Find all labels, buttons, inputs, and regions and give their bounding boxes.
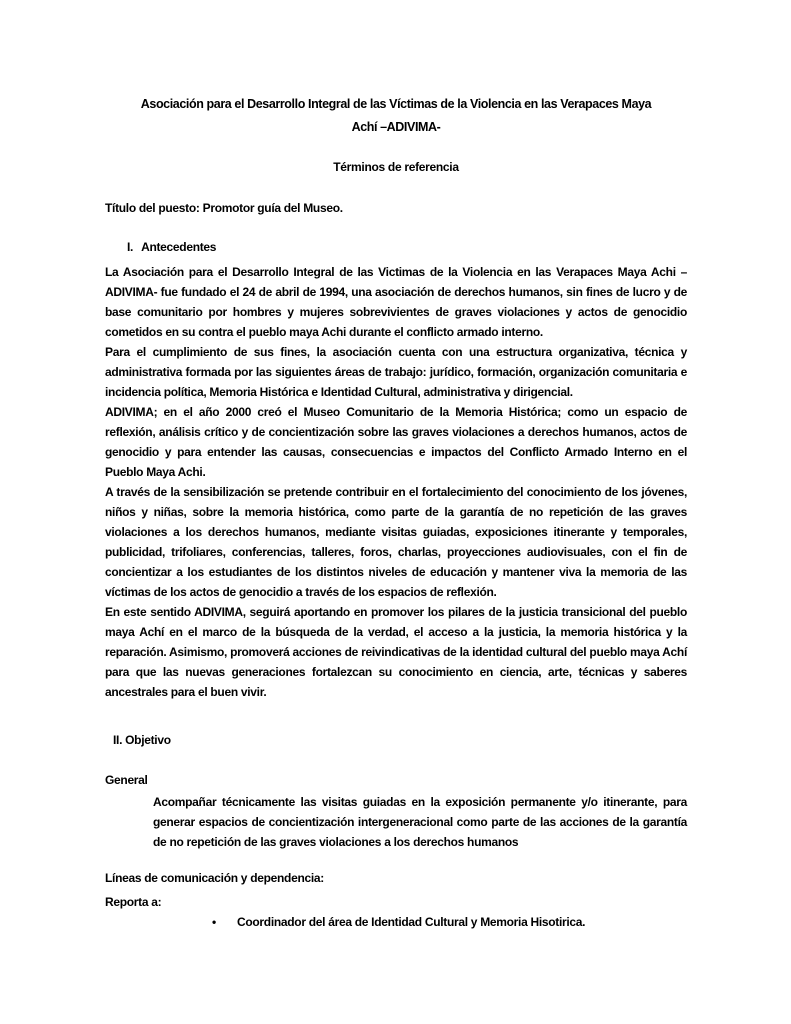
general-label: General bbox=[105, 773, 148, 787]
document-content bbox=[105, 0, 687, 932]
reports-to-label: Reporta a: bbox=[105, 895, 162, 909]
section-heading-antecedentes bbox=[105, 237, 687, 257]
antecedentes-paragraph-2: Para el cumplimiento de sus fines, la asociación cuenta con una estructura organizativa, técnica y administrativa formada por las siguientes áreas de trabajo: jurídico, formación, organización comunitaria e incidencia política, Memoria Histórica e Identidad Cultural, administrativa y dirigencial. bbox=[105, 345, 687, 399]
position-title: Título del puesto: Promotor guía del Museo. bbox=[105, 201, 343, 215]
antecedentes-paragraph-3: ADIVIMA; en el año 2000 creó el Museo Comunitario de la Memoria Histórica; como un espacio de reflexión, análisis crítico y de concientización sobre las graves violaciones a derechos humanos, actos de genocidio y para entender las causas, consecuencias e impactos del Conflicto Armado Interno en el Pueblo Maya Achi. bbox=[105, 405, 687, 479]
document-title bbox=[105, 93, 687, 139]
reports-to-list bbox=[105, 912, 687, 932]
bullet-item: • Coordinador del área de Identidad Cultural y Memoria Hisotirica. bbox=[105, 912, 687, 932]
section-label-antecedentes: Antecedentes bbox=[141, 240, 217, 254]
general-objective-text: Acompañar técnicamente las visitas guiadas en la exposición permanente y/o itinerante, para generar espacios de concientización intergeneracional como parte de las acciones de la garantía de no repetición de las graves violaciones a los derechos humanos bbox=[153, 795, 687, 849]
section-number-antecedentes: I. bbox=[127, 240, 134, 254]
document-title-line2: Achí –ADIVIMA- bbox=[351, 120, 441, 134]
antecedentes-paragraph-1: La Asociación para el Desarrollo Integral de las Victimas de la Violencia en las Verapaces Maya Achi – ADIVIMA- fue fundado el 24 de abril de 1994, una asociación de derechos humanos, sin fines de lucro y de base comunitario por hombres y mujeres sobrevivientes de graves violaciones y actos de genocidio cometidos en su contra el pueblo maya Achi durante el conflicto armado interno. bbox=[105, 265, 687, 339]
document-subtitle: Términos de referencia bbox=[333, 160, 459, 174]
section-heading-objetivo: II. Objetivo bbox=[113, 733, 171, 747]
antecedentes-paragraph-4: A través de la sensibilización se pretende contribuir en el fortalecimiento del conocimiento de los jóvenes, niños y niñas, sobre la memoria histórica, como parte de la garantía de no repetición de las graves violaciones a los derechos humanos, mediante visitas guiadas, exposiciones itinerante y temporales, publicidad, trifoliares, conferencias, talleres, foros, charlas, proyecciones audiovisuales, con el fin de concientizar a los estudiantes de los distintos niveles de educación y mantener viva la memoria de las víctimas de los actos de genocidio a través de los espacios de reflexión. bbox=[105, 485, 687, 599]
document-title-line1: Asociación para el Desarrollo Integral de las Víctimas de la Violencia en las Verapaces Maya bbox=[140, 97, 652, 111]
communication-lines-heading: Líneas de comunicación y dependencia: bbox=[105, 871, 324, 885]
antecedentes-paragraph-5: En este sentido ADIVIMA, seguirá aportando en promover los pilares de la justicia transicional del pueblo maya Achí en el marco de la búsqueda de la verdad, el acceso a la justicia, la memoria histórica y la reparación. Asimismo, promoverá acciones de reivindicativas de la identidad cultural del pueblo maya Achí para que las nuevas generaciones fortalezcan su conocimiento en ciencia, arte, técnicas y saberes ancestrales para el buen vivir. bbox=[105, 605, 687, 699]
